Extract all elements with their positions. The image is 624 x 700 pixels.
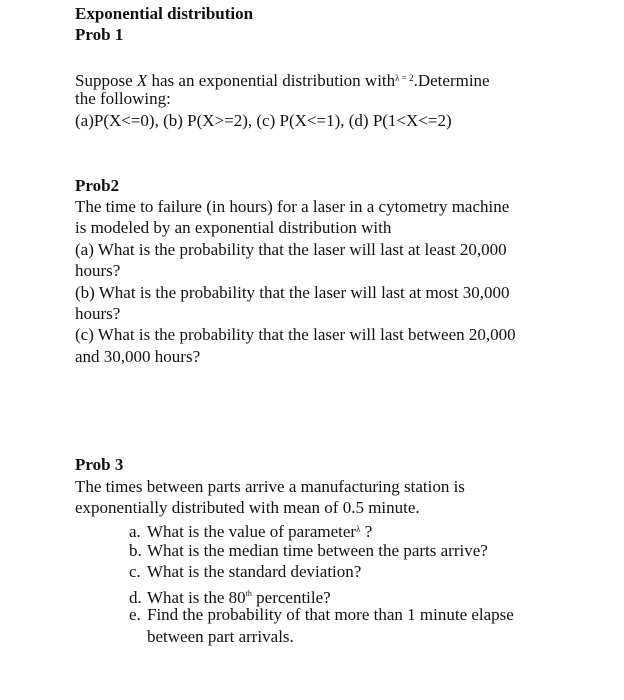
prob1-line1: Suppose X has an exponential distribution with$^{\lambda = 2}$.Determine [75, 71, 490, 90]
prob3-item-e-continued: between part arrivals. [147, 627, 294, 646]
document-title: Exponential distribution [75, 4, 254, 23]
prob2-label: Prob2 [75, 176, 120, 195]
variable-x: X [136, 71, 148, 90]
prob3-item-e: e. Find the probability of that more than 1 minute elapse [129, 605, 514, 624]
prob1-line3: (a)P(X<=0), (b) P(X>=2), (c) P(X<=1), (d) P(1<X<=2) [75, 111, 452, 130]
prob3-intro-line: exponentially distributed with mean of 0.5 minute. [75, 498, 420, 517]
prob3-intro-line: The times between parts arrive a manufacturing station is [75, 477, 465, 496]
prob2-line: is modeled by an exponential distribution with [75, 218, 392, 237]
lambda-value: λ = 2 [395, 73, 414, 83]
prob3-item-b: b. What is the median time between the parts arrive? [129, 541, 488, 560]
lambda-symbol: λ [356, 524, 361, 534]
prob2-line: (c) What is the probability that the laser will last between 20,000 [75, 325, 516, 344]
prob2-line: and 30,000 hours? [75, 347, 201, 366]
prob1-line2: the following: [75, 89, 171, 108]
prob3-item-c: c. What is the standard deviation? [129, 562, 362, 581]
prob2-line: hours? [75, 304, 121, 323]
prob1-label: Prob 1 [75, 25, 124, 44]
prob2-line: hours? [75, 261, 121, 280]
prob3-item-a: a. What is the value of parameter$^\lambda$ ? [129, 522, 373, 541]
prob3-item-d: d. What is the 80th percentile? [129, 588, 331, 607]
prob2-line: The time to failure (in hours) for a laser in a cytometry machine [75, 197, 510, 216]
prob3-label: Prob 3 [75, 455, 124, 474]
prob2-line: (a) What is the probability that the laser will last at least 20,000 [75, 240, 507, 259]
prob2-line: (b) What is the probability that the laser will last at most 30,000 [75, 283, 510, 302]
